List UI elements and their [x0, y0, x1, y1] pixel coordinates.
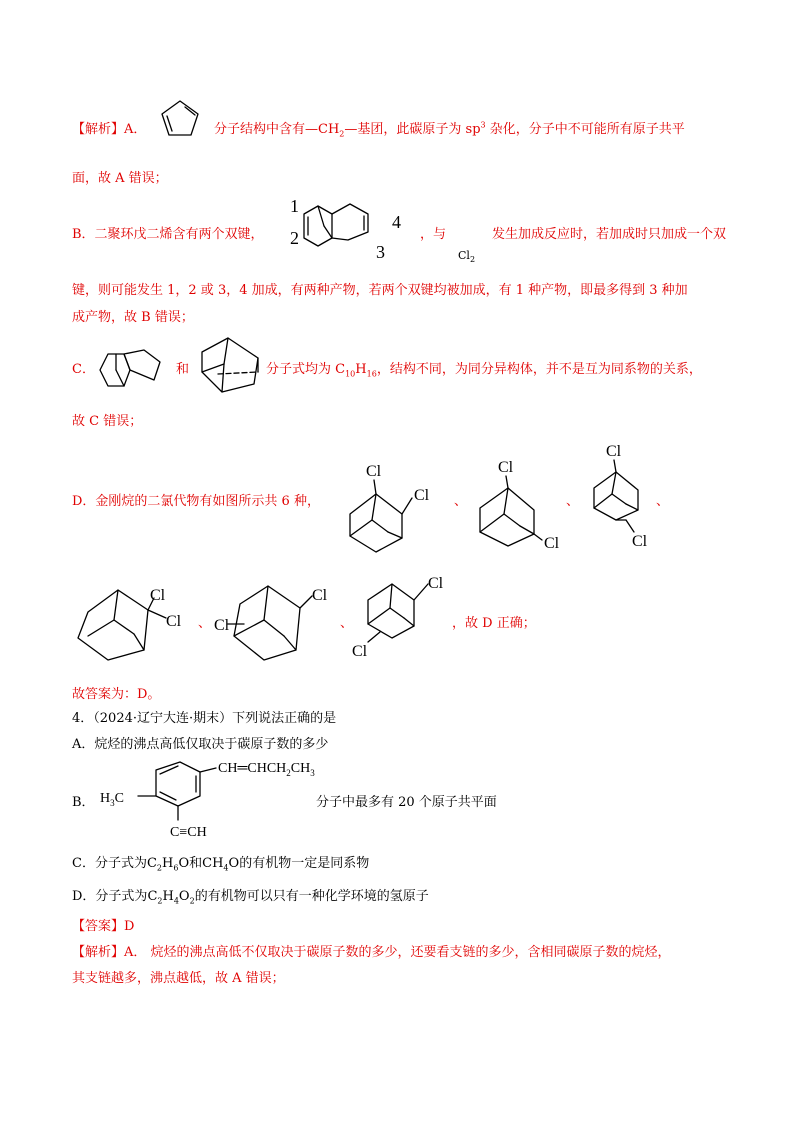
q4-option-a: A．烷烃的沸点高低仅取决于碳原子数的多少: [72, 737, 329, 752]
analysis-c-text5: 故 C 错误；: [72, 414, 143, 429]
dicyclopentadiene-structure: [284, 192, 424, 262]
label-2: 2: [290, 228, 299, 248]
q4-analysis-line2: 其支链越多，沸点越低，故 A 错误；: [72, 971, 285, 986]
sep-1: 、: [454, 494, 468, 509]
q4-option-d: D．分子式为$C_2H_4O_2$的有机物可以只有一种化学环境的氢原子: [72, 889, 429, 906]
analysis-a-line2: 面，故 A 错误；: [72, 171, 168, 186]
sep-2: 、: [566, 494, 580, 509]
sep-3: 、: [656, 494, 670, 509]
svg-text:Cl: Cl: [606, 443, 622, 460]
sep-5: 、: [340, 616, 354, 631]
q4-option-b-structure: [90, 756, 315, 848]
svg-text:Cl: Cl: [632, 533, 648, 550]
svg-text:Cl: Cl: [166, 613, 182, 630]
analysis-a-head: 【解析】A．: [72, 122, 147, 137]
analysis-b-with: ，与: [420, 227, 447, 242]
analysis-c-label: C．: [72, 362, 95, 377]
analysis-c-text: 分子式均为 $C_{10}H_{16}$，结构不同，为同分异构体，并不是互为同系物的关系，: [266, 362, 702, 379]
sep-4: 、: [198, 616, 212, 631]
svg-text:CH═CHCH2CH3: $CH═CHCH_2CH_3$: [218, 761, 315, 778]
analysis-b-text3: 发生加成反应时，若加成时只加成一个双: [492, 227, 727, 242]
label-3: 3: [376, 242, 385, 262]
svg-text:Cl: Cl: [214, 617, 230, 634]
label-4: 4: [392, 212, 401, 232]
analysis-c-and: 和: [176, 362, 190, 377]
svg-text:Cl: Cl: [312, 587, 328, 604]
svg-text:Cl: Cl: [150, 587, 166, 604]
analysis-b-text4: 键，则可能发生 1，2 或 3，4 加成，有两种产物，若两个双键均被加成，有 1 种产物，即最多得到 3 种加: [72, 283, 688, 298]
analysis-d-text1: D．金刚烷的二氯代物有如图所示共 6 种，: [72, 494, 320, 509]
q4-option-c: C．分子式为$C_2H_6O$和$CH_4O$的有机物一定是同系物: [72, 856, 370, 873]
q4-option-b-text: 分子中最多有 20 个原子共平面: [316, 795, 497, 810]
q4-option-b-label: B．: [72, 795, 95, 810]
cyclopentadiene-structure: [158, 97, 214, 147]
cl2-formula: $Cl_2$: [458, 249, 476, 265]
svg-text:C≡CH: C≡CH: [170, 825, 207, 840]
svg-text:Cl: Cl: [366, 463, 382, 480]
svg-text:Cl: Cl: [352, 643, 368, 660]
q3-answer-line: 故答案为：D。: [72, 687, 161, 702]
q4-analysis-line1: 【解析】A． 烷烃的沸点高低不仅取决于碳原子数的多少，还要看支链的多少，含相同碳原子数的烷烃，: [72, 945, 671, 960]
label-1: 1: [290, 196, 299, 216]
svg-text:Cl: Cl: [414, 487, 430, 504]
tetrahydrodicyclopentadiene-structure: [96, 344, 168, 396]
svg-text:Cl: Cl: [428, 575, 444, 592]
analysis-a-text: 分子结构中含有$—CH_2—$基团，此碳原子为 $sp^3$ 杂化，分子中不可能所有原子共平: [214, 120, 685, 139]
dichloroadamantane-6: [352, 570, 452, 662]
analysis-d-end: ，故 D 正确；: [452, 616, 536, 631]
q4-title: 4．（2024·辽宁大连·期末）下列说法正确的是: [72, 711, 337, 726]
svg-text:Cl: Cl: [544, 535, 560, 552]
analysis-a-line1: [72, 118, 146, 137]
svg-text:H3C: $H_3C$: [100, 791, 124, 808]
dichloroadamantane-4: [74, 580, 204, 670]
svg-text:Cl: Cl: [498, 459, 514, 476]
adamantane-structure: [194, 334, 264, 398]
analysis-b-text1: B．二聚环戊二烯含有两个双键，: [72, 227, 264, 242]
analysis-b-text5: 成产物，故 B 错误；: [72, 310, 194, 325]
dichloroadamantane-2: [470, 456, 570, 556]
dichloroadamantane-1: [336, 458, 446, 558]
dichloroadamantane-5: [214, 580, 344, 664]
q4-answer: 【答案】D: [72, 919, 135, 934]
